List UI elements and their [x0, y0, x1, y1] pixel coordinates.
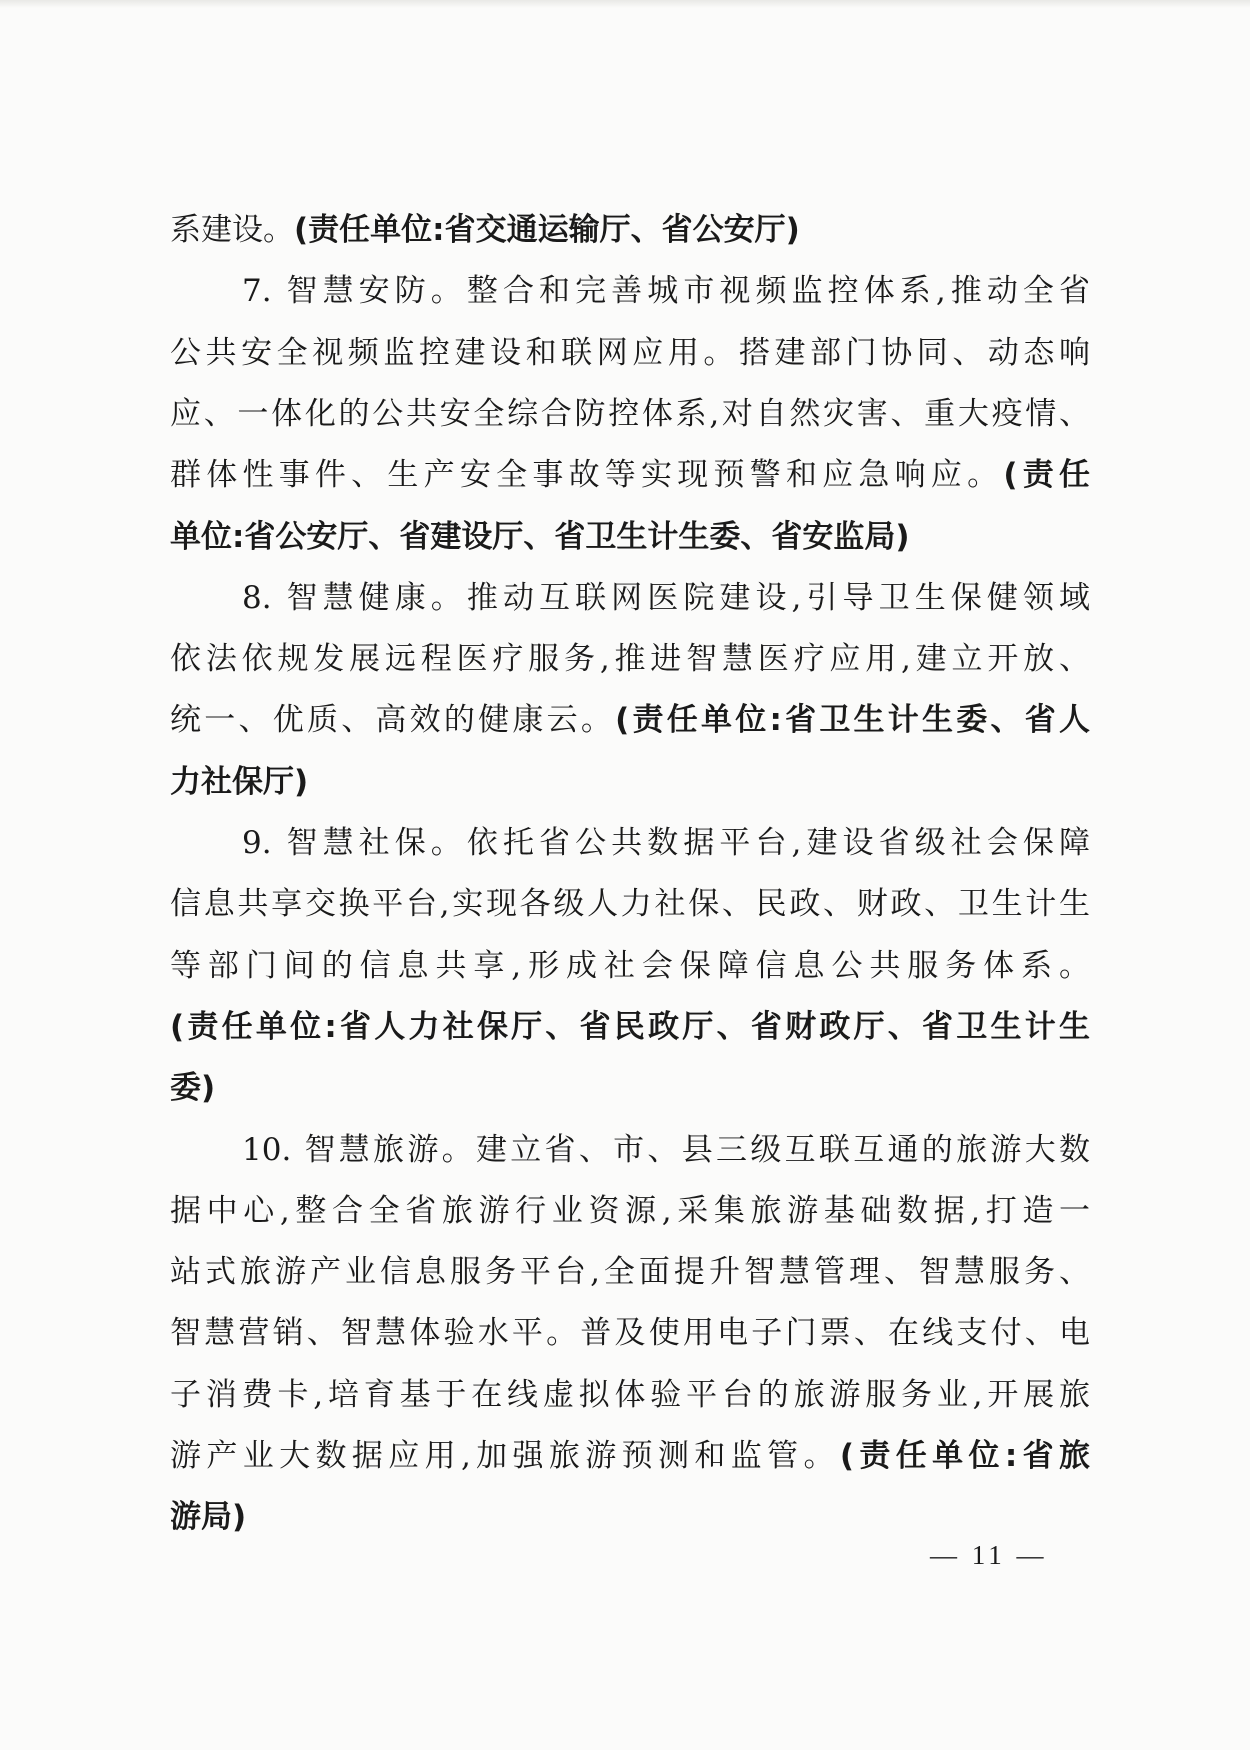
text-line: [170, 936, 1090, 996]
body-text: 依法依规发展远程医疗服务,推进智慧医疗应用,建立开放、: [170, 641, 1090, 678]
text-line: [170, 1426, 1090, 1486]
text-line: [170, 874, 1090, 934]
responsible-unit-text: 单位:省公安厅、省建设厅、省卫生计生委、省安监局): [170, 518, 910, 555]
responsible-unit-text: (责任单位:省旅: [839, 1438, 1090, 1474]
body-text: 9. 智慧社保。依托省公共数据平台,建设省级社会保障: [242, 825, 1090, 861]
responsible-unit-text: 力社保厅): [170, 763, 309, 800]
body-text: 应、一体化的公共安全综合防控体系,对自然灾害、重大疫情、: [170, 395, 1090, 432]
body-text: 据中心,整合全省旅游行业资源,采集旅游基础数据,打造一: [170, 1192, 1090, 1229]
body-text: 7. 智慧安防。整合和完善城市视频监控体系,推动全省: [242, 273, 1090, 310]
body-text: 公共安全视频监控建设和联网应用。搭建部门协同、动态响: [170, 334, 1090, 371]
text-line: [170, 384, 1090, 444]
body-text: 游产业大数据应用,加强旅游预测和监管。: [170, 1438, 840, 1474]
text-line: [170, 1181, 1090, 1241]
text-line: [170, 568, 1090, 628]
responsible-unit-text: 委): [170, 1070, 216, 1107]
text-line: [170, 1303, 1090, 1363]
body-text: 10. 智慧旅游。建立省、市、县三级互联互通的旅游大数: [242, 1131, 1090, 1168]
body-text: 统一、优质、高效的健康云。: [170, 702, 616, 739]
text-line: [170, 1487, 1090, 1547]
text-line: [170, 1058, 1090, 1118]
scan-edge: [0, 0, 1250, 8]
responsible-unit-text: 游局): [170, 1499, 247, 1536]
body-text: 8. 智慧健康。推动互联网医院建设,引导卫生保健领域: [242, 579, 1090, 616]
body-text: 群体性事件、生产安全事故等实现预警和应急响应。: [170, 457, 1004, 494]
text-line: [170, 507, 1090, 567]
text-line: [170, 200, 1090, 260]
text-line: [170, 1242, 1090, 1302]
responsible-unit-text: (责任单位:省交通运输厅、省公安厅): [294, 212, 800, 248]
body-text: 智慧营销、智慧体验水平。普及使用电子门票、在线支付、电: [170, 1315, 1090, 1352]
text-line: [170, 261, 1090, 321]
body-text: 子消费卡,培育基于在线虚拟体验平台的旅游服务业,开展旅: [170, 1376, 1090, 1413]
body-text: 站式旅游产业信息服务平台,全面提升智慧管理、智慧服务、: [170, 1254, 1090, 1291]
responsible-unit-text: (责任单位:省人力社保厅、省民政厅、省财政厅、省卫生计生: [170, 1008, 1090, 1045]
responsible-unit-text: (责任单位:省卫生计生委、省人: [615, 702, 1090, 739]
text-line: [170, 1120, 1090, 1180]
responsible-unit-text: (责任: [1003, 457, 1090, 494]
text-line: [170, 445, 1090, 505]
body-text: 系建设。: [170, 212, 294, 248]
text-line: [170, 1365, 1090, 1425]
text-line: [170, 690, 1090, 750]
text-line: [170, 997, 1090, 1057]
body-text: 信息共享交换平台,实现各级人力社保、民政、财政、卫生计生: [170, 886, 1090, 923]
text-line: [170, 752, 1090, 812]
text-line: [170, 629, 1090, 689]
body-text: 等部门间的信息共享,形成社会保障信息公共服务体系。: [170, 947, 1090, 984]
text-line: [170, 323, 1090, 383]
text-line: [170, 813, 1090, 873]
page-number: — 11 —: [930, 1540, 1048, 1570]
